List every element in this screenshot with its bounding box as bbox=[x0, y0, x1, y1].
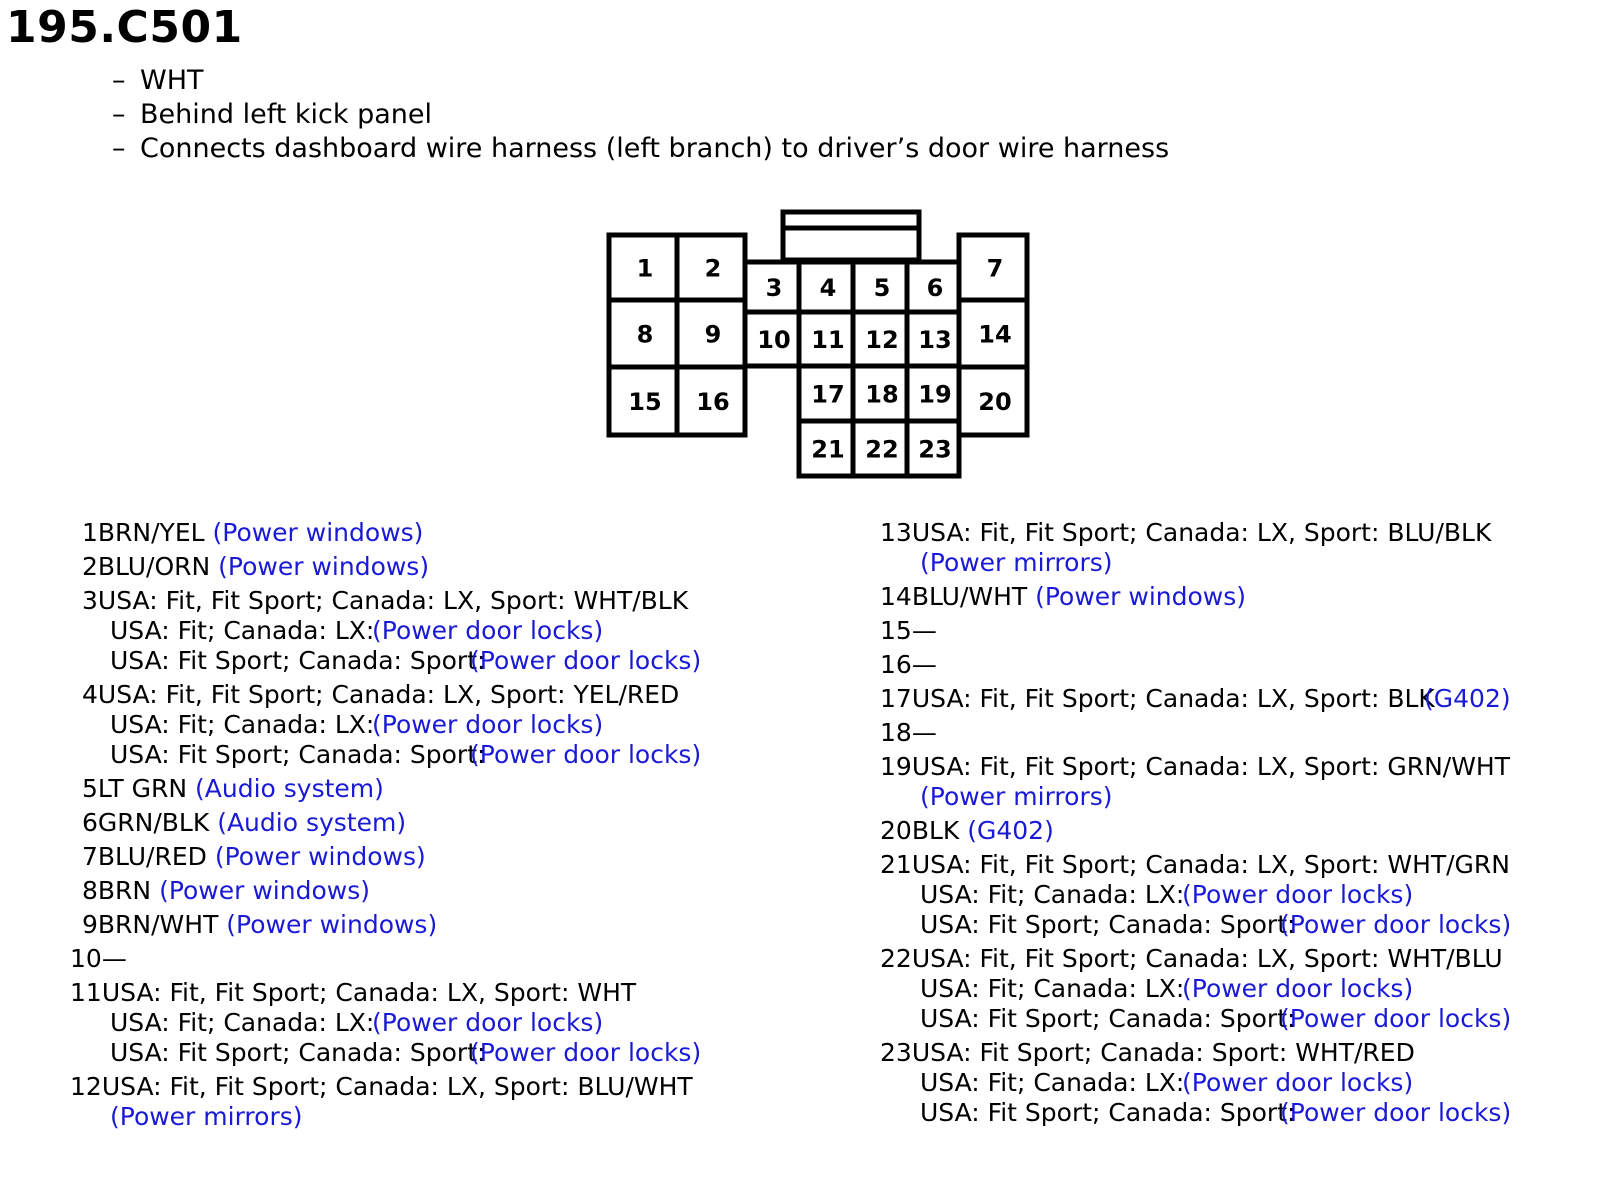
pin-description: — bbox=[101, 944, 127, 973]
variant-reference-link[interactable]: (Power mirrors) bbox=[110, 1102, 303, 1131]
variant-reference-link[interactable]: (Power door locks) bbox=[1182, 1068, 1414, 1097]
pin-description: USA: Fit, Fit Sport; Canada: LX, Sport: BLK bbox=[911, 684, 1435, 713]
variant-reference-link[interactable]: (Power mirrors) bbox=[920, 548, 1113, 577]
pin-reference-link[interactable]: (G402) bbox=[967, 816, 1054, 845]
pin-entry-12 bbox=[70, 1072, 693, 1102]
pin-number: 21 bbox=[880, 850, 912, 879]
pin-label-2: 2 bbox=[704, 254, 722, 283]
connector-lock-tab bbox=[783, 212, 919, 260]
page-title: 195.C501 bbox=[6, 2, 243, 53]
pin-description: BLU/ORN bbox=[97, 552, 219, 581]
pin-description: USA: Fit, Fit Sport; Canada: LX, Sport: GRN/WHT bbox=[911, 752, 1511, 781]
pin-description: — bbox=[911, 616, 937, 645]
pin-description: USA: Fit Sport; Canada: Sport: WHT/RED bbox=[911, 1038, 1415, 1067]
pin-number: 23 bbox=[880, 1038, 912, 1067]
pin-description: USA: Fit, Fit Sport; Canada: LX, Sport: BLU/WHT bbox=[101, 1072, 693, 1101]
pin-number: 12 bbox=[70, 1072, 102, 1101]
pin-entry-16 bbox=[880, 650, 1510, 680]
pin-label-13: 13 bbox=[918, 326, 952, 354]
pin-description: USA: Fit, Fit Sport; Canada: LX, Sport: WHT/GRN bbox=[911, 850, 1511, 879]
pin-variant bbox=[70, 616, 693, 646]
pin-entry-3 bbox=[70, 586, 693, 616]
pin-label-19: 19 bbox=[918, 380, 952, 409]
variant-description: USA: Fit Sport; Canada: Sport: bbox=[110, 740, 486, 769]
pin-label-20: 20 bbox=[978, 388, 1012, 416]
pin-variant bbox=[70, 646, 702, 676]
variant-reference-link[interactable]: (Power door locks) bbox=[470, 1038, 702, 1067]
pin-description: USA: Fit, Fit Sport; Canada: LX, Sport: WHT/BLU bbox=[911, 944, 1503, 973]
variant-description: USA: Fit; Canada: LX: bbox=[920, 1068, 1185, 1097]
pin-number: 6 bbox=[82, 808, 98, 837]
variant-description: USA: Fit Sport; Canada: Sport: bbox=[920, 910, 1296, 939]
pin-description: USA: Fit, Fit Sport; Canada: LX, Sport: BLU/BLK bbox=[911, 518, 1492, 547]
pin-label-22: 22 bbox=[865, 435, 899, 464]
pin-number: 5 bbox=[82, 774, 98, 803]
pin-reference-link[interactable]: (G402) bbox=[1424, 684, 1511, 713]
pin-entry-6 bbox=[70, 808, 693, 838]
variant-reference-link[interactable]: (Power door locks) bbox=[1182, 974, 1414, 1003]
pin-entry-13 bbox=[880, 518, 1510, 548]
pin-entry-10 bbox=[70, 944, 693, 974]
pin-label-1: 1 bbox=[636, 254, 654, 283]
pin-variant bbox=[880, 548, 1510, 578]
pin-description: BRN/YEL bbox=[97, 518, 213, 547]
pin-variant bbox=[880, 1004, 1510, 1034]
pin-label-4: 4 bbox=[819, 274, 837, 302]
pin-number: 16 bbox=[880, 650, 912, 679]
variant-reference-link[interactable]: (Power mirrors) bbox=[920, 782, 1113, 811]
pin-entry-21 bbox=[880, 850, 1510, 880]
pin-variant bbox=[880, 1098, 1510, 1128]
pin-label-14: 14 bbox=[978, 320, 1012, 349]
pin-number: 3 bbox=[82, 586, 98, 615]
pin-variant bbox=[880, 974, 1510, 1004]
variant-reference-link[interactable]: (Power door locks) bbox=[1280, 1004, 1512, 1033]
pin-number: 18 bbox=[880, 718, 912, 747]
pin-number: 8 bbox=[82, 876, 98, 905]
pin-entry-17 bbox=[880, 684, 1510, 714]
note-color: – WHT bbox=[112, 65, 204, 96]
pin-entry-1 bbox=[70, 518, 693, 548]
pin-entry-23 bbox=[880, 1038, 1510, 1068]
pin-label-6: 6 bbox=[926, 274, 944, 302]
pin-variant bbox=[70, 1008, 693, 1038]
variant-reference-link[interactable]: (Power door locks) bbox=[372, 616, 604, 645]
pin-label-9: 9 bbox=[704, 320, 722, 349]
pin-description: USA: Fit, Fit Sport; Canada: LX, Sport: WHT/BLK bbox=[97, 586, 689, 615]
pin-number: 17 bbox=[880, 684, 912, 713]
pin-description: BRN/WHT bbox=[97, 910, 227, 939]
note-connects: – Connects dashboard wire harness (left branch) to driver’s door wire harness bbox=[112, 133, 1170, 164]
pin-number: 22 bbox=[880, 944, 912, 973]
pin-number: 19 bbox=[880, 752, 912, 781]
variant-description: USA: Fit; Canada: LX: bbox=[110, 616, 375, 645]
pin-number: 1 bbox=[82, 518, 98, 547]
pin-number: 4 bbox=[82, 680, 98, 709]
pin-number: 7 bbox=[82, 842, 98, 871]
pin-reference-link[interactable]: (Power windows) bbox=[214, 842, 426, 871]
pin-variant bbox=[70, 1102, 693, 1132]
pin-label-3: 3 bbox=[765, 274, 783, 302]
pin-reference-link[interactable]: (Audio system) bbox=[217, 808, 407, 837]
pin-label-16: 16 bbox=[696, 388, 730, 416]
pin-entry-15 bbox=[880, 616, 1510, 646]
pin-entry-20 bbox=[880, 816, 1510, 846]
pin-label-21: 21 bbox=[811, 435, 845, 464]
note-location: – Behind left kick panel bbox=[112, 99, 433, 130]
pin-entry-14 bbox=[880, 582, 1510, 612]
pin-description: — bbox=[911, 718, 937, 747]
pin-description: USA: Fit, Fit Sport; Canada: LX, Sport: YEL/RED bbox=[97, 680, 680, 709]
variant-reference-link[interactable]: (Power door locks) bbox=[470, 646, 702, 675]
pin-entry-11 bbox=[70, 978, 693, 1008]
pin-number: 20 bbox=[880, 816, 912, 845]
pin-variant bbox=[880, 910, 1510, 940]
pin-variant bbox=[880, 1068, 1510, 1098]
pin-entry-4 bbox=[70, 680, 693, 710]
pin-label-11: 11 bbox=[811, 326, 845, 354]
pin-description: BLU/WHT bbox=[911, 582, 1036, 611]
pin-number: 10 bbox=[70, 944, 102, 973]
pin-label-8: 8 bbox=[636, 320, 654, 349]
pin-description: GRN/BLK bbox=[97, 808, 218, 837]
pin-variant bbox=[70, 1038, 702, 1068]
variant-description: USA: Fit; Canada: LX: bbox=[920, 974, 1185, 1003]
pin-label-7: 7 bbox=[986, 254, 1004, 283]
pin-number: 14 bbox=[880, 582, 912, 611]
pin-label-23: 23 bbox=[918, 435, 952, 464]
pin-description: BLU/RED bbox=[97, 842, 215, 871]
pin-reference-link[interactable]: (Power windows) bbox=[1035, 582, 1247, 611]
pin-reference-link[interactable]: (Power windows) bbox=[226, 910, 438, 939]
variant-reference-link[interactable]: (Power door locks) bbox=[1182, 880, 1414, 909]
variant-description: USA: Fit; Canada: LX: bbox=[110, 710, 375, 739]
variant-description: USA: Fit Sport; Canada: Sport: bbox=[920, 1098, 1296, 1127]
pin-label-18: 18 bbox=[865, 380, 899, 409]
pin-label-17: 17 bbox=[811, 380, 845, 409]
pin-entry-19 bbox=[880, 752, 1510, 782]
pin-entry-2 bbox=[70, 552, 693, 582]
pin-label-10: 10 bbox=[757, 326, 791, 354]
pin-label-5: 5 bbox=[873, 274, 891, 302]
pin-number: 9 bbox=[82, 910, 98, 939]
pin-list-left bbox=[70, 518, 702, 1136]
pin-reference-link[interactable]: (Power windows) bbox=[218, 552, 430, 581]
pin-entry-8 bbox=[70, 876, 693, 906]
pin-label-12: 12 bbox=[865, 326, 899, 354]
pin-entry-9 bbox=[70, 910, 693, 940]
pin-number: 13 bbox=[880, 518, 912, 547]
variant-reference-link[interactable]: (Power door locks) bbox=[372, 1008, 604, 1037]
pin-entry-5 bbox=[70, 774, 693, 804]
pin-description: BRN bbox=[97, 876, 160, 905]
pin-entry-22 bbox=[880, 944, 1510, 974]
pin-entry-18 bbox=[880, 718, 1510, 748]
pin-reference-link[interactable]: (Power windows) bbox=[212, 518, 424, 547]
pin-description: — bbox=[911, 650, 937, 679]
pin-description: BLK bbox=[911, 816, 968, 845]
variant-reference-link[interactable]: (Power door locks) bbox=[1280, 910, 1512, 939]
pin-description: LT GRN bbox=[97, 774, 196, 803]
pin-variant bbox=[880, 782, 1510, 812]
variant-reference-link[interactable]: (Power door locks) bbox=[372, 710, 604, 739]
variant-reference-link[interactable]: (Power door locks) bbox=[1280, 1098, 1512, 1127]
variant-description: USA: Fit Sport; Canada: Sport: bbox=[110, 1038, 486, 1067]
spacer bbox=[70, 1132, 693, 1136]
pin-number: 15 bbox=[880, 616, 912, 645]
pin-label-15: 15 bbox=[628, 388, 662, 416]
pin-description: USA: Fit, Fit Sport; Canada: LX, Sport: WHT bbox=[101, 978, 637, 1007]
variant-description: USA: Fit Sport; Canada: Sport: bbox=[920, 1004, 1296, 1033]
variant-description: USA: Fit; Canada: LX: bbox=[110, 1008, 375, 1037]
pin-variant bbox=[70, 740, 702, 770]
pin-list-right bbox=[880, 518, 1510, 1132]
pin-reference-link[interactable]: (Audio system) bbox=[195, 774, 384, 803]
pin-reference-link[interactable]: (Power windows) bbox=[159, 876, 370, 905]
variant-description: USA: Fit; Canada: LX: bbox=[920, 880, 1185, 909]
pin-number: 11 bbox=[70, 978, 102, 1007]
pin-variant bbox=[70, 710, 693, 740]
variant-reference-link[interactable]: (Power door locks) bbox=[470, 740, 702, 769]
spacer bbox=[880, 1128, 1510, 1132]
variant-description: USA: Fit Sport; Canada: Sport: bbox=[110, 646, 486, 675]
pin-number: 2 bbox=[82, 552, 98, 581]
pin-variant bbox=[880, 880, 1510, 910]
pin-entry-7 bbox=[70, 842, 693, 872]
